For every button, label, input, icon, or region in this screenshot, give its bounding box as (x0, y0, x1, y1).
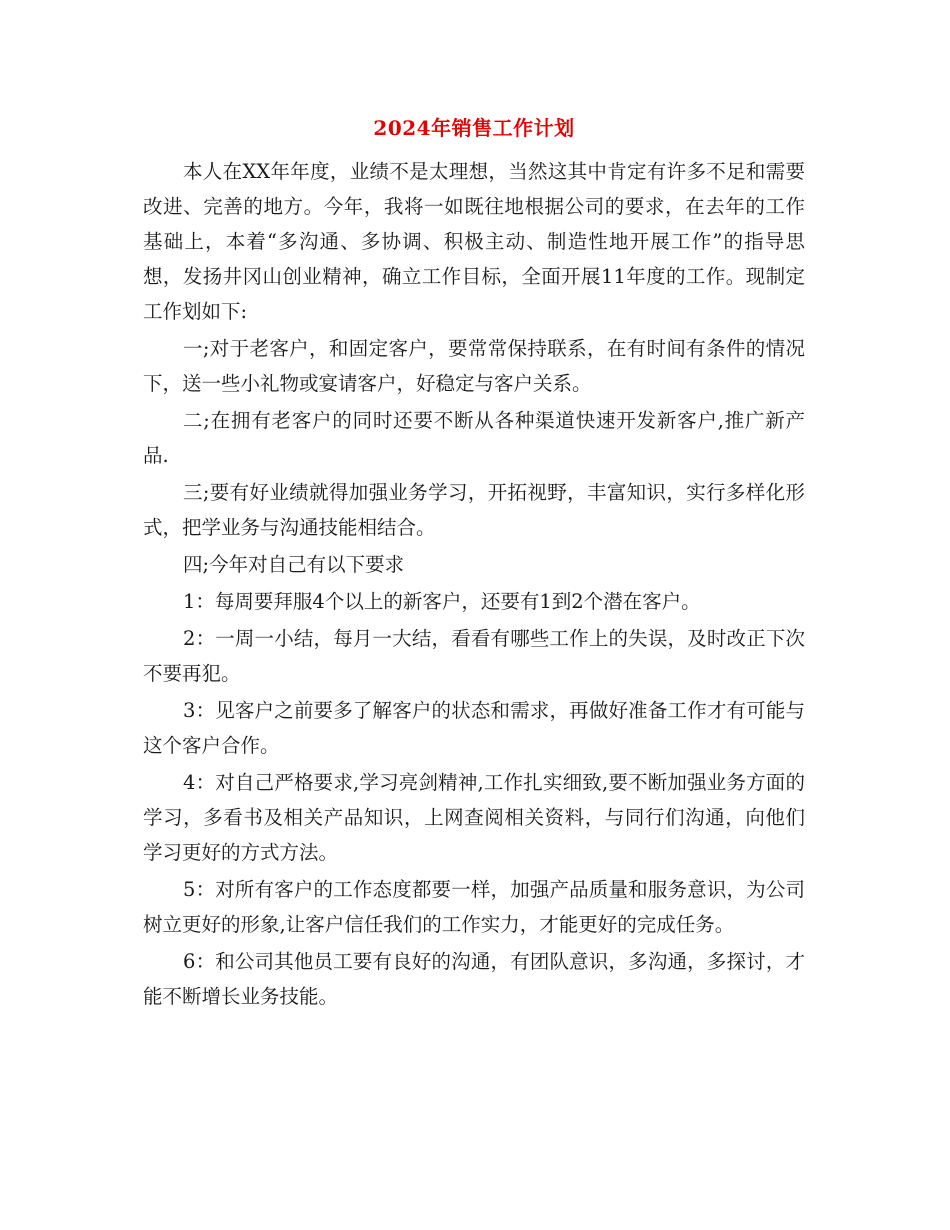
document-page (143, 108, 805, 1014)
paragraph-requirement-6: 6：和公司其他员工要有良好的沟通，有团队意识，多沟通，多探讨，才能不断增长业务技能。 (143, 950, 805, 1008)
paragraph-requirement-1: 1：每周要拜服4个以上的新客户，还要有1到2个潜在客户。 (183, 590, 701, 613)
paragraph-requirement-4: 4：对自己严格要求,学习亮剑精神,工作扎实细致,要不断加强业务方面的学习，多看书及相关产品知识，上网查阅相关资料，与同行们沟通，向他们学习更好的方式方法。 (143, 771, 805, 864)
paragraph-requirement-3: 3：见客户之前要多了解客户的状态和需求，再做好准备工作才有可能与这个客户合作。 (143, 699, 805, 757)
document-title: 2024年销售工作计划 (373, 116, 575, 140)
paragraph-item-3: 三;要有好业绩就得加强业务学习，开拓视野，丰富知识，实行多样化形式，把学业务与沟通技能相结合。 (143, 481, 805, 539)
paragraph-intro: 本人在XX年年度，业绩不是太理想，当然这其中肯定有许多不足和需要改进、完善的地方。今年，我将一如既往地根据公司的要求，在去年的工作基础上，本着“多沟通、多协调、积极主动、制造性地开展工作”的指导思想，发扬井冈山创业精神，确立工作目标，全面开展11年度的工作。现制定工作划如下: (143, 160, 805, 323)
paragraph-item-1: 一;对于老客户，和固定客户，要常常保持联系，在有时间有条件的情况下，送一些小礼物或宴请客户，好稳定与客户关系。 (143, 337, 805, 395)
paragraph-requirement-5: 5：对所有客户的工作态度都要一样，加强产品质量和服务意识，为公司树立更好的形象,让客户信任我们的工作实力，才能更好的完成任务。 (143, 878, 805, 936)
paragraph-item-2: 二;在拥有老客户的同时还要不断从各种渠道快速开发新客户,推广新产品. (143, 409, 805, 467)
paragraph-requirement-2: 2：一周一小结，每月一大结，看看有哪些工作上的失误，及时改正下次不要再犯。 (143, 627, 805, 685)
paragraph-item-4: 四;今年对自己有以下要求 (183, 553, 405, 576)
